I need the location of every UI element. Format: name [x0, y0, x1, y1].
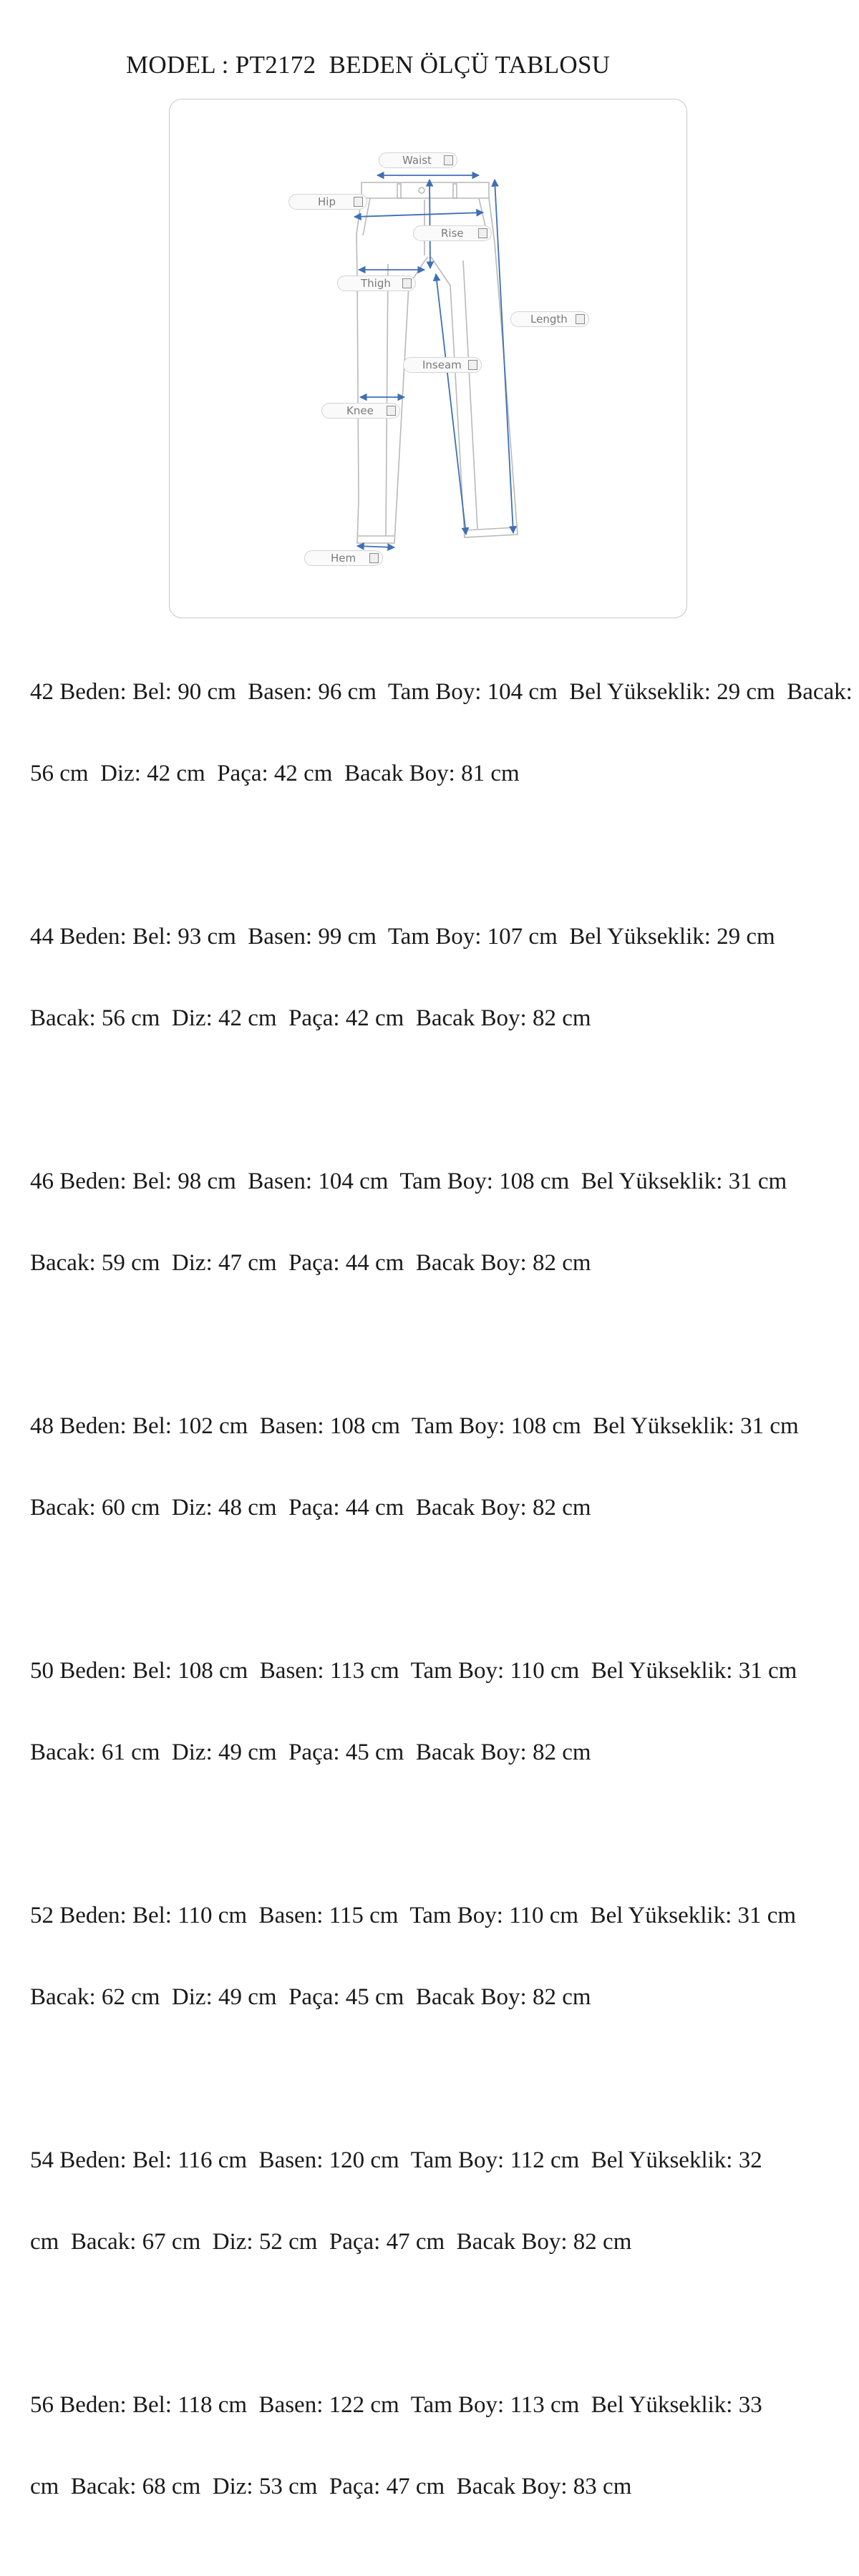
- stepper-icon[interactable]: [369, 553, 379, 563]
- size-entry-line: 48 Beden: Bel: 102 cm Basen: 108 cm Tam Boy: 108 cm Bel Yükseklik: 31 cm: [30, 1413, 799, 1439]
- size-measurement-list: [30, 624, 853, 2576]
- size-entry-line: Bacak: 56 cm Diz: 42 cm Paça: 42 cm Bacak Boy: 82 cm: [30, 1005, 591, 1031]
- trouser-measurement-diagram: [169, 99, 687, 618]
- size-entry-line: 44 Beden: Bel: 93 cm Basen: 99 cm Tam Boy: 107 cm Bel Yükseklik: 29 cm: [30, 924, 775, 950]
- size-entry: [30, 869, 839, 1086]
- size-entry: [30, 1603, 839, 1820]
- size-entry-line: 52 Beden: Bel: 110 cm Basen: 115 cm Tam Boy: 110 cm Bel Yükseklik: 31 cm: [30, 1903, 797, 1928]
- size-entry: [30, 2092, 839, 2310]
- size-entry-line: 56 Beden: Bel: 118 cm Basen: 122 cm Tam Boy: 113 cm Bel Yükseklik: 33: [30, 2392, 762, 2418]
- hem-label[interactable]: Hem: [304, 550, 383, 566]
- size-entry-line: Bacak: 60 cm Diz: 48 cm Paça: 44 cm Bacak Boy: 82 cm: [30, 1495, 591, 1521]
- inseam-arrow: [436, 274, 466, 535]
- size-entry-line: Bacak: 61 cm Diz: 49 cm Paça: 45 cm Bacak Boy: 82 cm: [30, 1740, 591, 1765]
- stepper-icon[interactable]: [468, 360, 477, 370]
- size-entry-line: Bacak: 59 cm Diz: 47 cm Paça: 44 cm Bacak Boy: 82 cm: [30, 1250, 591, 1276]
- stepper-icon[interactable]: [444, 155, 453, 165]
- inseam-label[interactable]: Inseam: [403, 357, 482, 373]
- length-label[interactable]: Length: [510, 311, 589, 327]
- hip-arrow: [354, 213, 483, 217]
- size-entry-line: Bacak: 62 cm Diz: 49 cm Paça: 45 cm Bacak Boy: 82 cm: [30, 1984, 591, 2010]
- size-entry-line: cm Bacak: 68 cm Diz: 53 cm Paça: 47 cm Bacak Boy: 83 cm: [30, 2474, 632, 2499]
- stepper-icon[interactable]: [387, 406, 396, 416]
- rise-label[interactable]: Rise: [413, 225, 492, 241]
- size-entry-line: 56 cm Diz: 42 cm Paça: 42 cm Bacak Boy: 81 cm: [30, 761, 520, 786]
- stepper-icon[interactable]: [478, 228, 487, 238]
- size-entry: [30, 2337, 839, 2555]
- thigh-label[interactable]: Thigh: [337, 275, 416, 291]
- hem-arrow: [357, 546, 394, 547]
- size-entry: [30, 1113, 839, 1331]
- waist-label[interactable]: Waist: [379, 152, 457, 168]
- stepper-icon[interactable]: [576, 314, 585, 324]
- length-arrow: [495, 180, 513, 533]
- size-entry: [30, 624, 853, 841]
- size-entry: [30, 1848, 839, 2065]
- stepper-icon[interactable]: [354, 197, 363, 207]
- size-entry: [30, 1358, 839, 1576]
- knee-label[interactable]: Knee: [321, 403, 400, 419]
- size-entry-line: 42 Beden: Bel: 90 cm Basen: 96 cm Tam Boy: 104 cm Bel Yükseklik: 29 cm Bacak:: [30, 679, 853, 705]
- hip-label[interactable]: Hip: [288, 194, 367, 210]
- size-entry-line: cm Bacak: 67 cm Diz: 52 cm Paça: 47 cm Bacak Boy: 82 cm: [30, 2229, 632, 2255]
- size-entry-line: 54 Beden: Bel: 116 cm Basen: 120 cm Tam Boy: 112 cm Bel Yükseklik: 32: [30, 2147, 762, 2173]
- size-entry-line: 46 Beden: Bel: 98 cm Basen: 104 cm Tam Boy: 108 cm Bel Yükseklik: 31 cm: [30, 1169, 787, 1194]
- size-entry-line: 50 Beden: Bel: 108 cm Basen: 113 cm Tam Boy: 110 cm Bel Yükseklik: 31 cm: [30, 1658, 797, 1684]
- stepper-icon[interactable]: [402, 278, 412, 288]
- page-title: MODEL : PT2172 BEDEN ÖLÇÜ TABLOSU: [126, 51, 611, 79]
